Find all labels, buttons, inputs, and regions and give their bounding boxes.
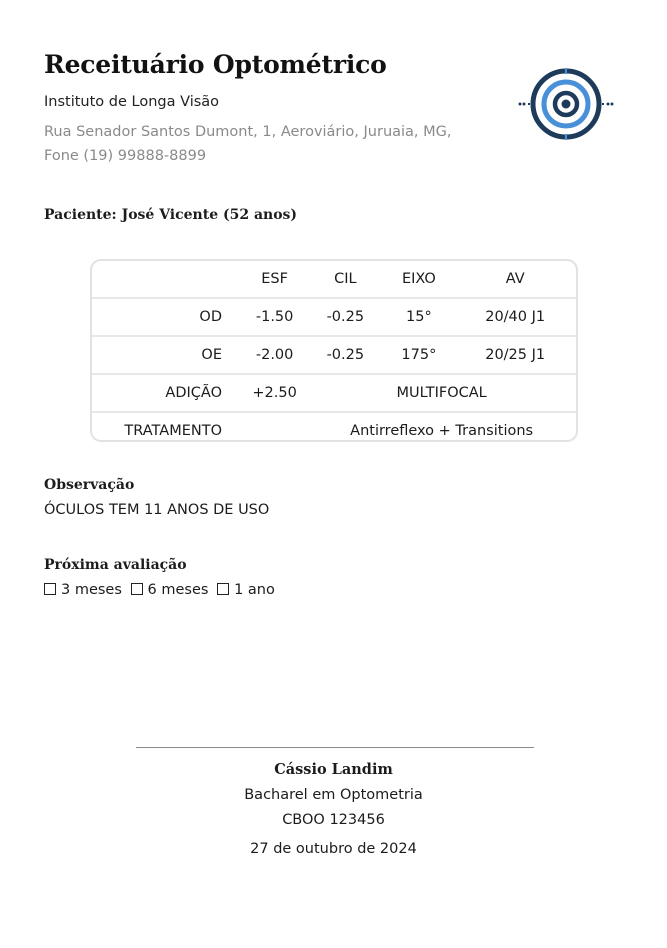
oe-av: 20/25 J1 — [454, 336, 576, 374]
treatment-value: Antirreflexo + Transitions — [307, 412, 576, 442]
row-label-oe: OE — [92, 336, 242, 374]
od-esf: -1.50 — [242, 298, 307, 336]
checkbox-1-year[interactable] — [217, 583, 229, 595]
lens-type: MULTIFOCAL — [307, 374, 576, 412]
address-line: Rua Senador Santos Dumont, 1, Aeroviário, Juruaia, MG, — [44, 124, 452, 140]
phone-line: Fone (19) 99888-8899 — [44, 148, 207, 164]
row-label-addition: ADIÇÃO — [92, 374, 242, 412]
oe-esf: -2.00 — [242, 336, 307, 374]
checkbox-6-months[interactable] — [131, 583, 143, 595]
table-row-treatment — [92, 412, 576, 442]
document-title: Receituário Optométrico — [44, 50, 387, 79]
logo-dot — [607, 103, 610, 106]
option-3-months-label: 3 meses — [61, 582, 122, 598]
od-eixo: 15° — [383, 298, 454, 336]
next-eval-title: Próxima avaliação — [44, 557, 187, 573]
oe-cil: -0.25 — [307, 336, 383, 374]
table-corner-cell — [92, 261, 242, 298]
row-label-treatment: TRATAMENTO — [92, 412, 242, 442]
signer-registry: CBOO 123456 — [282, 812, 385, 828]
signature-line — [136, 747, 534, 748]
institute-name: Instituto de Longa Visão — [44, 94, 220, 110]
col-header-av: AV — [505, 271, 525, 287]
eye-target-logo-icon — [514, 66, 618, 142]
prescription-table — [90, 259, 578, 442]
observation-title: Observação — [44, 477, 135, 493]
next-eval-options — [44, 582, 279, 598]
logo-dot — [611, 103, 614, 106]
table-row-od — [92, 298, 576, 336]
checkbox-3-months[interactable] — [44, 583, 56, 595]
col-header-eixo: EIXO — [401, 271, 436, 287]
logo-pupil — [562, 100, 571, 109]
observation-text: ÓCULOS TEM 11 ANOS DE USO — [44, 502, 270, 518]
logo-dot — [523, 103, 526, 106]
option-1-year-label: 1 ano — [234, 582, 275, 598]
od-av: 20/40 J1 — [454, 298, 576, 336]
signer-name: Cássio Landim — [274, 761, 393, 778]
addition-value: +2.50 — [242, 374, 307, 412]
col-header-cil: CIL — [334, 271, 357, 287]
table-row-addition — [92, 374, 576, 412]
table-header-row — [92, 261, 576, 298]
document-date: 27 de outubro de 2024 — [250, 841, 417, 857]
treatment-spacer — [242, 412, 307, 442]
contact-block — [44, 120, 484, 168]
signer-role: Bacharel em Optometria — [244, 787, 423, 803]
patient-info: Paciente: José Vicente (52 anos) — [44, 207, 298, 223]
oe-eixo: 175° — [383, 336, 454, 374]
od-cil: -0.25 — [307, 298, 383, 336]
table-row-oe — [92, 336, 576, 374]
logo-dot — [519, 103, 522, 106]
row-label-od: OD — [92, 298, 242, 336]
col-header-esf: ESF — [261, 271, 288, 287]
option-6-months-label: 6 meses — [147, 582, 209, 598]
